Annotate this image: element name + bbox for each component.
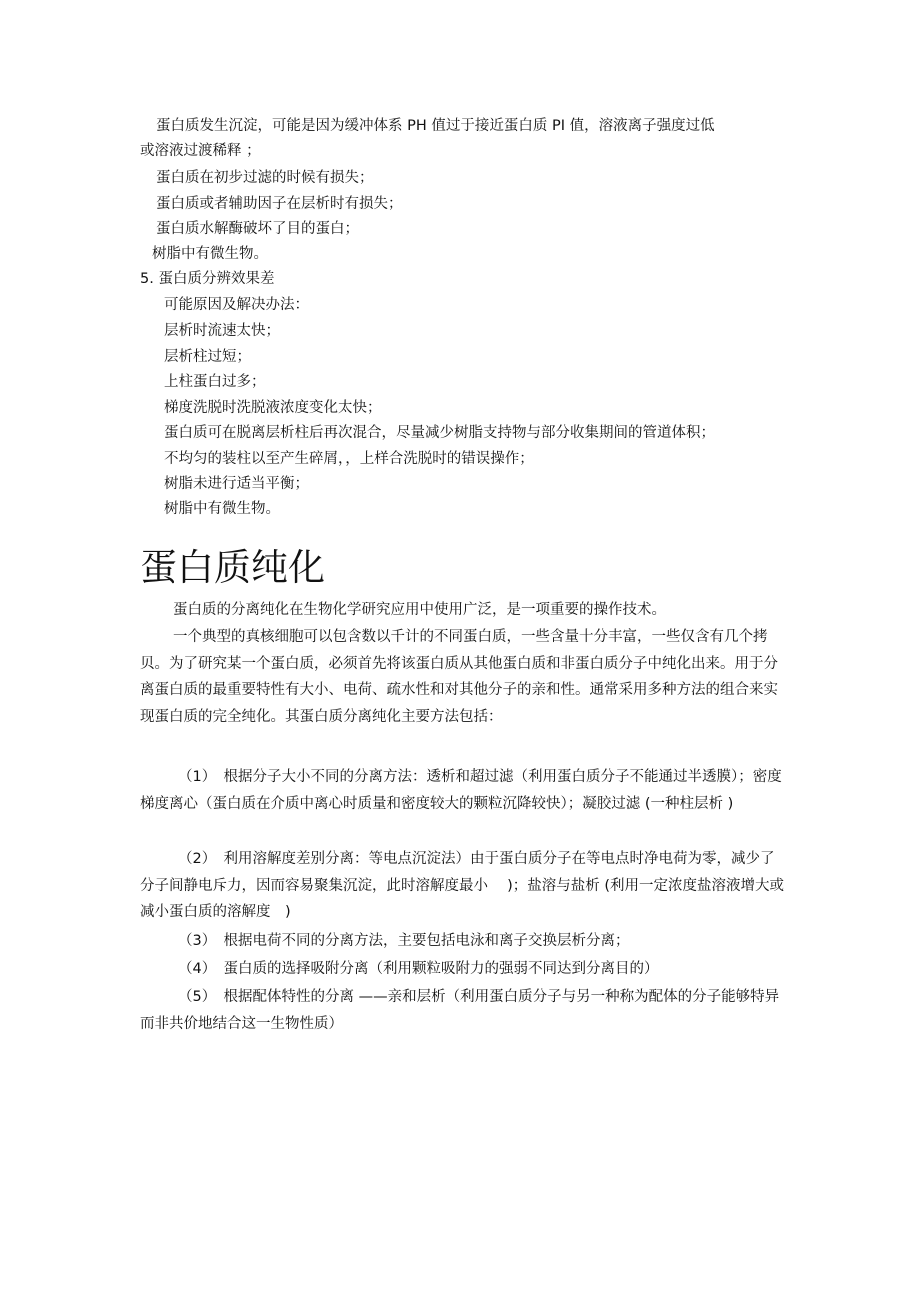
text-line: 蛋白质或者辅助因子在层析时有损失； xyxy=(156,196,403,212)
text-line: 蛋白质发生沉淀，可能是因为缓冲体系 PH 值过于接近蛋白质 PI 值，溶液离子强度过低 xyxy=(156,118,715,134)
list-item: 树脂中有微生物。 xyxy=(164,501,280,517)
list-item: 蛋白质可在脱离层析柱后再次混合，尽量减少树脂支持物与部分收集期间的管道体积； xyxy=(164,425,715,441)
body-paragraph: 一个典型的真核细胞可以包含数以千计的不同蛋白质，一些含量十分丰富，一些仅含有几个拷贝。为了研究某一个蛋白质，必须首先将该蛋白质从其他蛋白质和非蛋白质分子中纯化出来。用于分离蛋白质的最重要特性有大小、电荷、疏水性和对其他分子的亲和性。通常采用多种方法的组合来实现蛋白质的完全纯化。其蛋白质分离纯化主要方法包括： xyxy=(140,629,778,725)
list-item: 层析时流速太快； xyxy=(164,323,280,339)
method-item: （3） 根据电荷不同的分离方法，主要包括电泳和离子交换层析分离； xyxy=(178,933,630,949)
list-item: 不均匀的装柱以至产生碎屑，，上样合洗脱时的错误操作； xyxy=(164,451,534,467)
method-item: （1） 根据分子大小不同的分离方法：透析和超过滤（利用蛋白质分子不能通过半透膜）；密度梯度离心（蛋白质在介质中离心时质量和密度较大的颗粒沉降较快）；凝胶过滤 (一种柱层析 ) xyxy=(140,769,782,812)
list-item: 可能原因及解决办法： xyxy=(164,297,309,313)
text-line: 蛋白质在初步过滤的时候有损失； xyxy=(156,170,374,186)
list-item: 层析柱过短； xyxy=(164,349,251,365)
list-item: 上柱蛋白过多； xyxy=(164,374,266,390)
method-item: （2） 利用溶解度差别分离：等电点沉淀法）由于蛋白质分子在等电点时净电荷为零，减少了分子间静电斥力，因而容易聚集沉淀，此时溶解度最小 )；盐溶与盐析 (利用一定浓度盐溶液增大或减小蛋白质的溶解度 ) xyxy=(140,851,785,920)
intro-paragraph: 蛋白质的分离纯化在生物化学研究应用中使用广泛，是一项重要的操作技术。 xyxy=(173,602,666,618)
method-item: （4） 蛋白质的选择吸附分离（利用颗粒吸附力的强弱不同达到分离目的） xyxy=(178,961,659,977)
text-line: 或溶液过渡稀释 ； xyxy=(140,143,261,159)
list-item: 树脂未进行适当平衡； xyxy=(164,476,309,492)
section-heading: 5. 蛋白质分辨效果差 xyxy=(140,271,275,287)
method-item: （5） 根据配体特性的分离 ——亲和层析（利用蛋白质分子与另一种称为配体的分子能够特异而非共价地结合这一生物性质） xyxy=(140,989,780,1032)
text-line: 蛋白质水解酶破坏了目的蛋白； xyxy=(156,221,359,237)
text-line: 树脂中有微生物。 xyxy=(152,246,268,262)
list-item: 梯度洗脱时洗脱液浓度变化太快； xyxy=(164,400,382,416)
page-title: 蛋白质纯化 xyxy=(140,546,325,589)
